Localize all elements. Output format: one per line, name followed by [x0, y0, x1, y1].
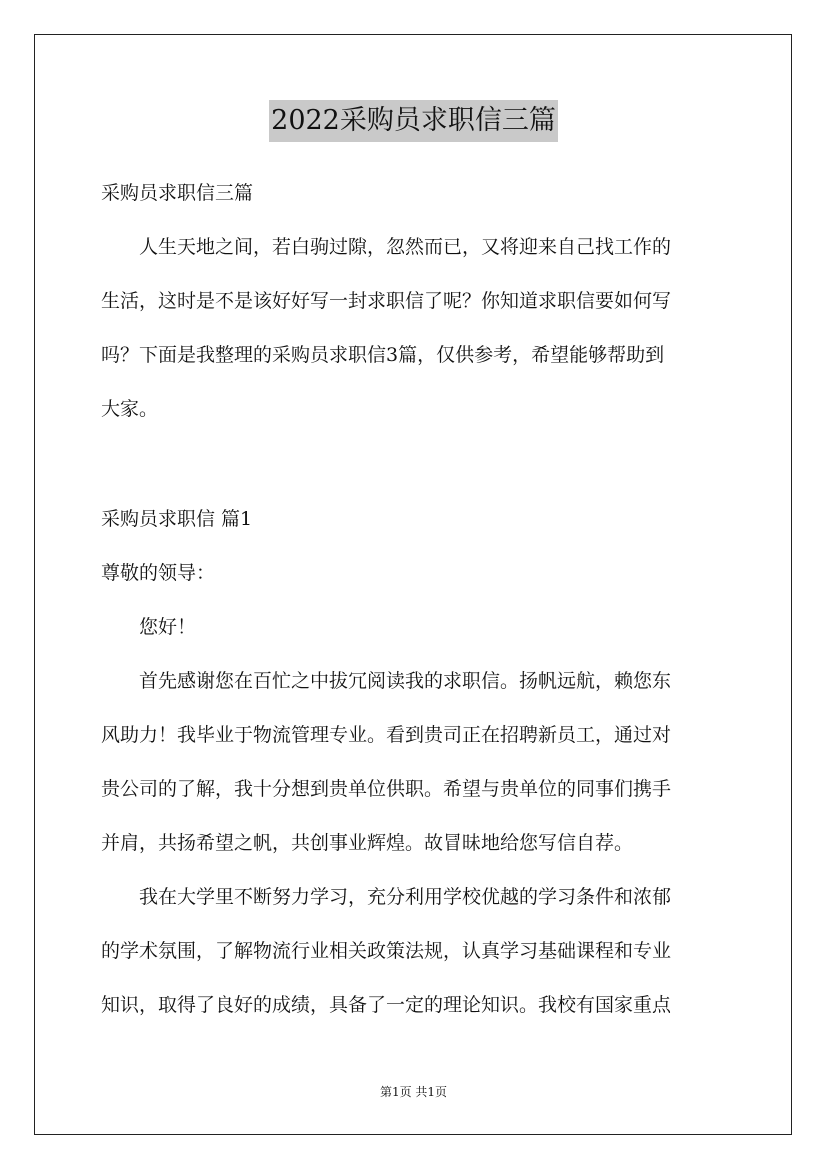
- salutation: 尊敬的领导：: [101, 562, 216, 584]
- intro-line: 生活，这时是不是该好好写一封求职信了呢？你知道求职信要如何写: [101, 290, 672, 312]
- intro-line: 吗？下面是我整理的采购员求职信3篇，仅供参考，希望能够帮助到: [101, 344, 665, 366]
- paragraph-line: 并肩，共扬希望之帆，共创事业辉煌。故冒昧地给您写信自荐。: [101, 832, 634, 854]
- paragraph-line: 的学术氛围，了解物流行业相关政策法规，认真学习基础课程和专业: [101, 940, 672, 962]
- paragraph-1: [101, 654, 727, 870]
- intro-paragraph: [101, 220, 727, 436]
- page-footer: 第1页 共1页: [379, 1085, 448, 1099]
- paragraph-line: 风助力！我毕业于物流管理专业。看到贵司正在招聘新员工，通过对: [101, 724, 672, 746]
- document-subtitle: 采购员求职信三篇: [101, 182, 254, 204]
- paragraph-line: 贵公司的了解，我十分想到贵单位供职。希望与贵单位的同事们携手: [101, 778, 672, 800]
- paragraph-line: 首先感谢您在百忙之中拔冗阅读我的求职信。扬帆远航，赖您东: [139, 670, 672, 692]
- greeting: 您好！: [139, 616, 197, 638]
- section-heading: 采购员求职信 篇1: [101, 508, 253, 530]
- paragraph-line: 知识，取得了良好的成绩，具备了一定的理论知识。我校有国家重点: [101, 994, 672, 1016]
- title-wrapper: [0, 100, 827, 142]
- paragraph-2: [101, 870, 727, 1032]
- intro-line: 人生天地之间，若白驹过隙，忽然而已，又将迎来自己找工作的: [139, 236, 672, 258]
- document-title: 2022采购员求职信三篇: [269, 100, 558, 142]
- intro-line: 大家。: [101, 398, 159, 420]
- paragraph-line: 我在大学里不断努力学习，充分利用学校优越的学习条件和浓郁: [139, 886, 672, 908]
